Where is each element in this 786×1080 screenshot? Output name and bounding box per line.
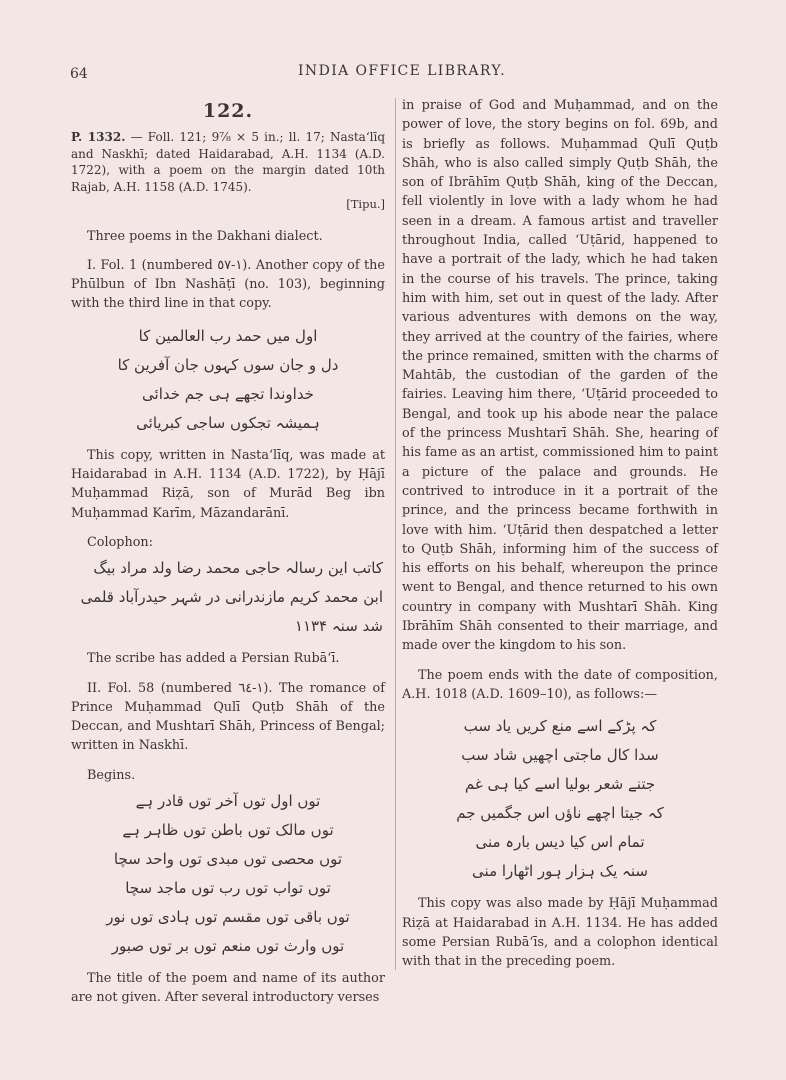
verse-line: ہمیشہ تجکوں ساجی کبریائی [136,413,320,432]
verse-line: کہ جیتا اچھے ناؤں اس جگمیں جم [456,804,664,823]
page-number: 64 [70,66,88,82]
verse-line: تمام اس کیا دیس بارہ منی [475,833,645,852]
verse-line: کہ پڑکے اسے منع کریں یاد سب [463,717,657,736]
scribe-note: The scribe has added a Persian Rubā‘ī. [87,651,340,667]
verse-block-1 [71,322,385,438]
provenance: [Tipu.] [346,197,385,212]
left-column [71,100,385,1008]
verse-line: توں مالک توں باطن توں ظاہر ہے [122,821,334,840]
verse-line: توں وارث توں منعم توں بر توں صبور [111,937,345,956]
right-column [402,96,718,971]
colophon-line: شد سنہ ۱۱۳۴ [294,617,383,636]
colophon-line: ابن محمد کریم مازندرانی در شہر حیدرآباد قلمی [80,588,383,607]
verse-line: سدا کال ماجتی اچھیں شاد سب [461,746,659,765]
colophon-block [71,554,385,641]
column-divider [395,98,396,970]
story-summary: in praise of God and Muḥammad, and on the power of love, the story begins on fol. 69b, and is briefly as follows. Muḥammad Qulī Quṭb Shāh, who is also called simply Quṭb Shāh, the son of Ibrāhīm Quṭb Shāh, king of the Deccan, fell violently in love with a lady whom he had seen in a dream. A famous artist and traveller throughout India, called ‘Uṭārid, happened to have a portrait of the lady, which he had taken in the course of his travels. The prince, taking him with him, set out in quest of the lady. After various adventures with demons on the way, they arrived at the country of the fairies, where the prince remained, smitten with the charms of Mahtāb, the custodian of the garden of the fairies. Leaving him there, ‘Uṭārid proceeded to Bengal, and took up his abode near the palace of the princess Mushtarī Shāh. She, hearing of his fame as an artist, commissioned him to paint a picture of the palace and grounds. He contrived to introduce in it a portrait of the prince, and the princess became forthwith in love with him. ‘Uṭārid then despatched a letter to Quṭb Shāh, informing him of the success of his efforts on his behalf, whereupon the prince went to Bengal, and thence returned to his own country in company with Mushtarī Shāh. King Ibrāhīm Shāh consented to their marriage, and made over the kingdom to his son. [402,98,718,654]
shelfmark: P. 1332. [71,130,126,145]
running-title: INDIA OFFICE LIBRARY. [298,63,507,79]
verse-block-2 [71,787,385,961]
verse-line: اول میں حمد رب العالمین کا [138,326,318,345]
verse-line: توں باقی توں مقسم توں ہادی توں نور [106,908,350,927]
entry-description [71,129,385,195]
verse-line: خداوندا تجھے ہی جم خدائی [142,384,314,403]
item-1-text: I. Fol. 1 (numbered ١-٥٧). Another copy of the Phūlbun of Ibn Nashāṭī (no. 103), beginning with the third line in that copy. [71,257,385,312]
description-text: — Foll. 121; 9⅞ × 5 in.; ll. 17; Nasta‘līq and Naskhī; dated Haidarabad, A.H. 1134 (A.D. 1722), with a poem on the margin dated 10th Rajab, A.H. 1158 (A.D. 1745). [71,130,385,194]
verse-line: توں تواب توں رب توں ماجد سچا [125,879,331,898]
verse-line: توں اول توں آخر توں قادر ہے [135,792,321,811]
composition-date-text: The poem ends with the date of composition, A.H. 1018 (A.D. 1609–10), as follows:— [402,667,718,702]
begins-label: Begins. [87,767,136,783]
verse-line: جتنے شعر بولیا اسے کیا ہی غم [464,775,656,794]
intro-text: Three poems in the Dakhani dialect. [87,228,323,244]
verse-block-3 [402,712,718,886]
verse-line: توں محصی توں مبدی توں واحد سچا [113,850,343,869]
colophon-line: کاتب این رسالہ حاجی محمد رضا ولد مراد بیگ [93,559,383,578]
entry-number: 122. [202,100,254,122]
item-2-text: II. Fol. 58 (numbered ١-٦٤). The romance of Prince Muḥammad Qulī Quṭb Shāh of the Deccan, and Mushtarī Shāh, Princess of Bengal; written in Naskhī. [71,680,385,754]
closing-text: The title of the poem and name of its author are not given. After several introductory verses [71,971,385,1006]
verse-line: سنہ یک ہزار ہور اٹھارا منی [472,862,648,881]
copy-note-2: This copy was also made by Ḥājī Muḥammad Riẓā at Haidarabad in A.H. 1134. He has added some Persian Rubā‘īs, and a colophon identical with that in the preceding poem. [402,896,718,970]
verse-line: دل و جان سوں کہوں جان آفرین کا [117,355,339,374]
copy-note: This copy, written in Nasta‘līq, was made at Haidarabad in A.H. 1134 (A.D. 1722), by Ḥājī Muḥammad Riẓā, son of Murād Beg ibn Muḥammad Karīm, Māzandarānī. [71,447,385,521]
colophon-label: Colophon: [87,534,153,550]
